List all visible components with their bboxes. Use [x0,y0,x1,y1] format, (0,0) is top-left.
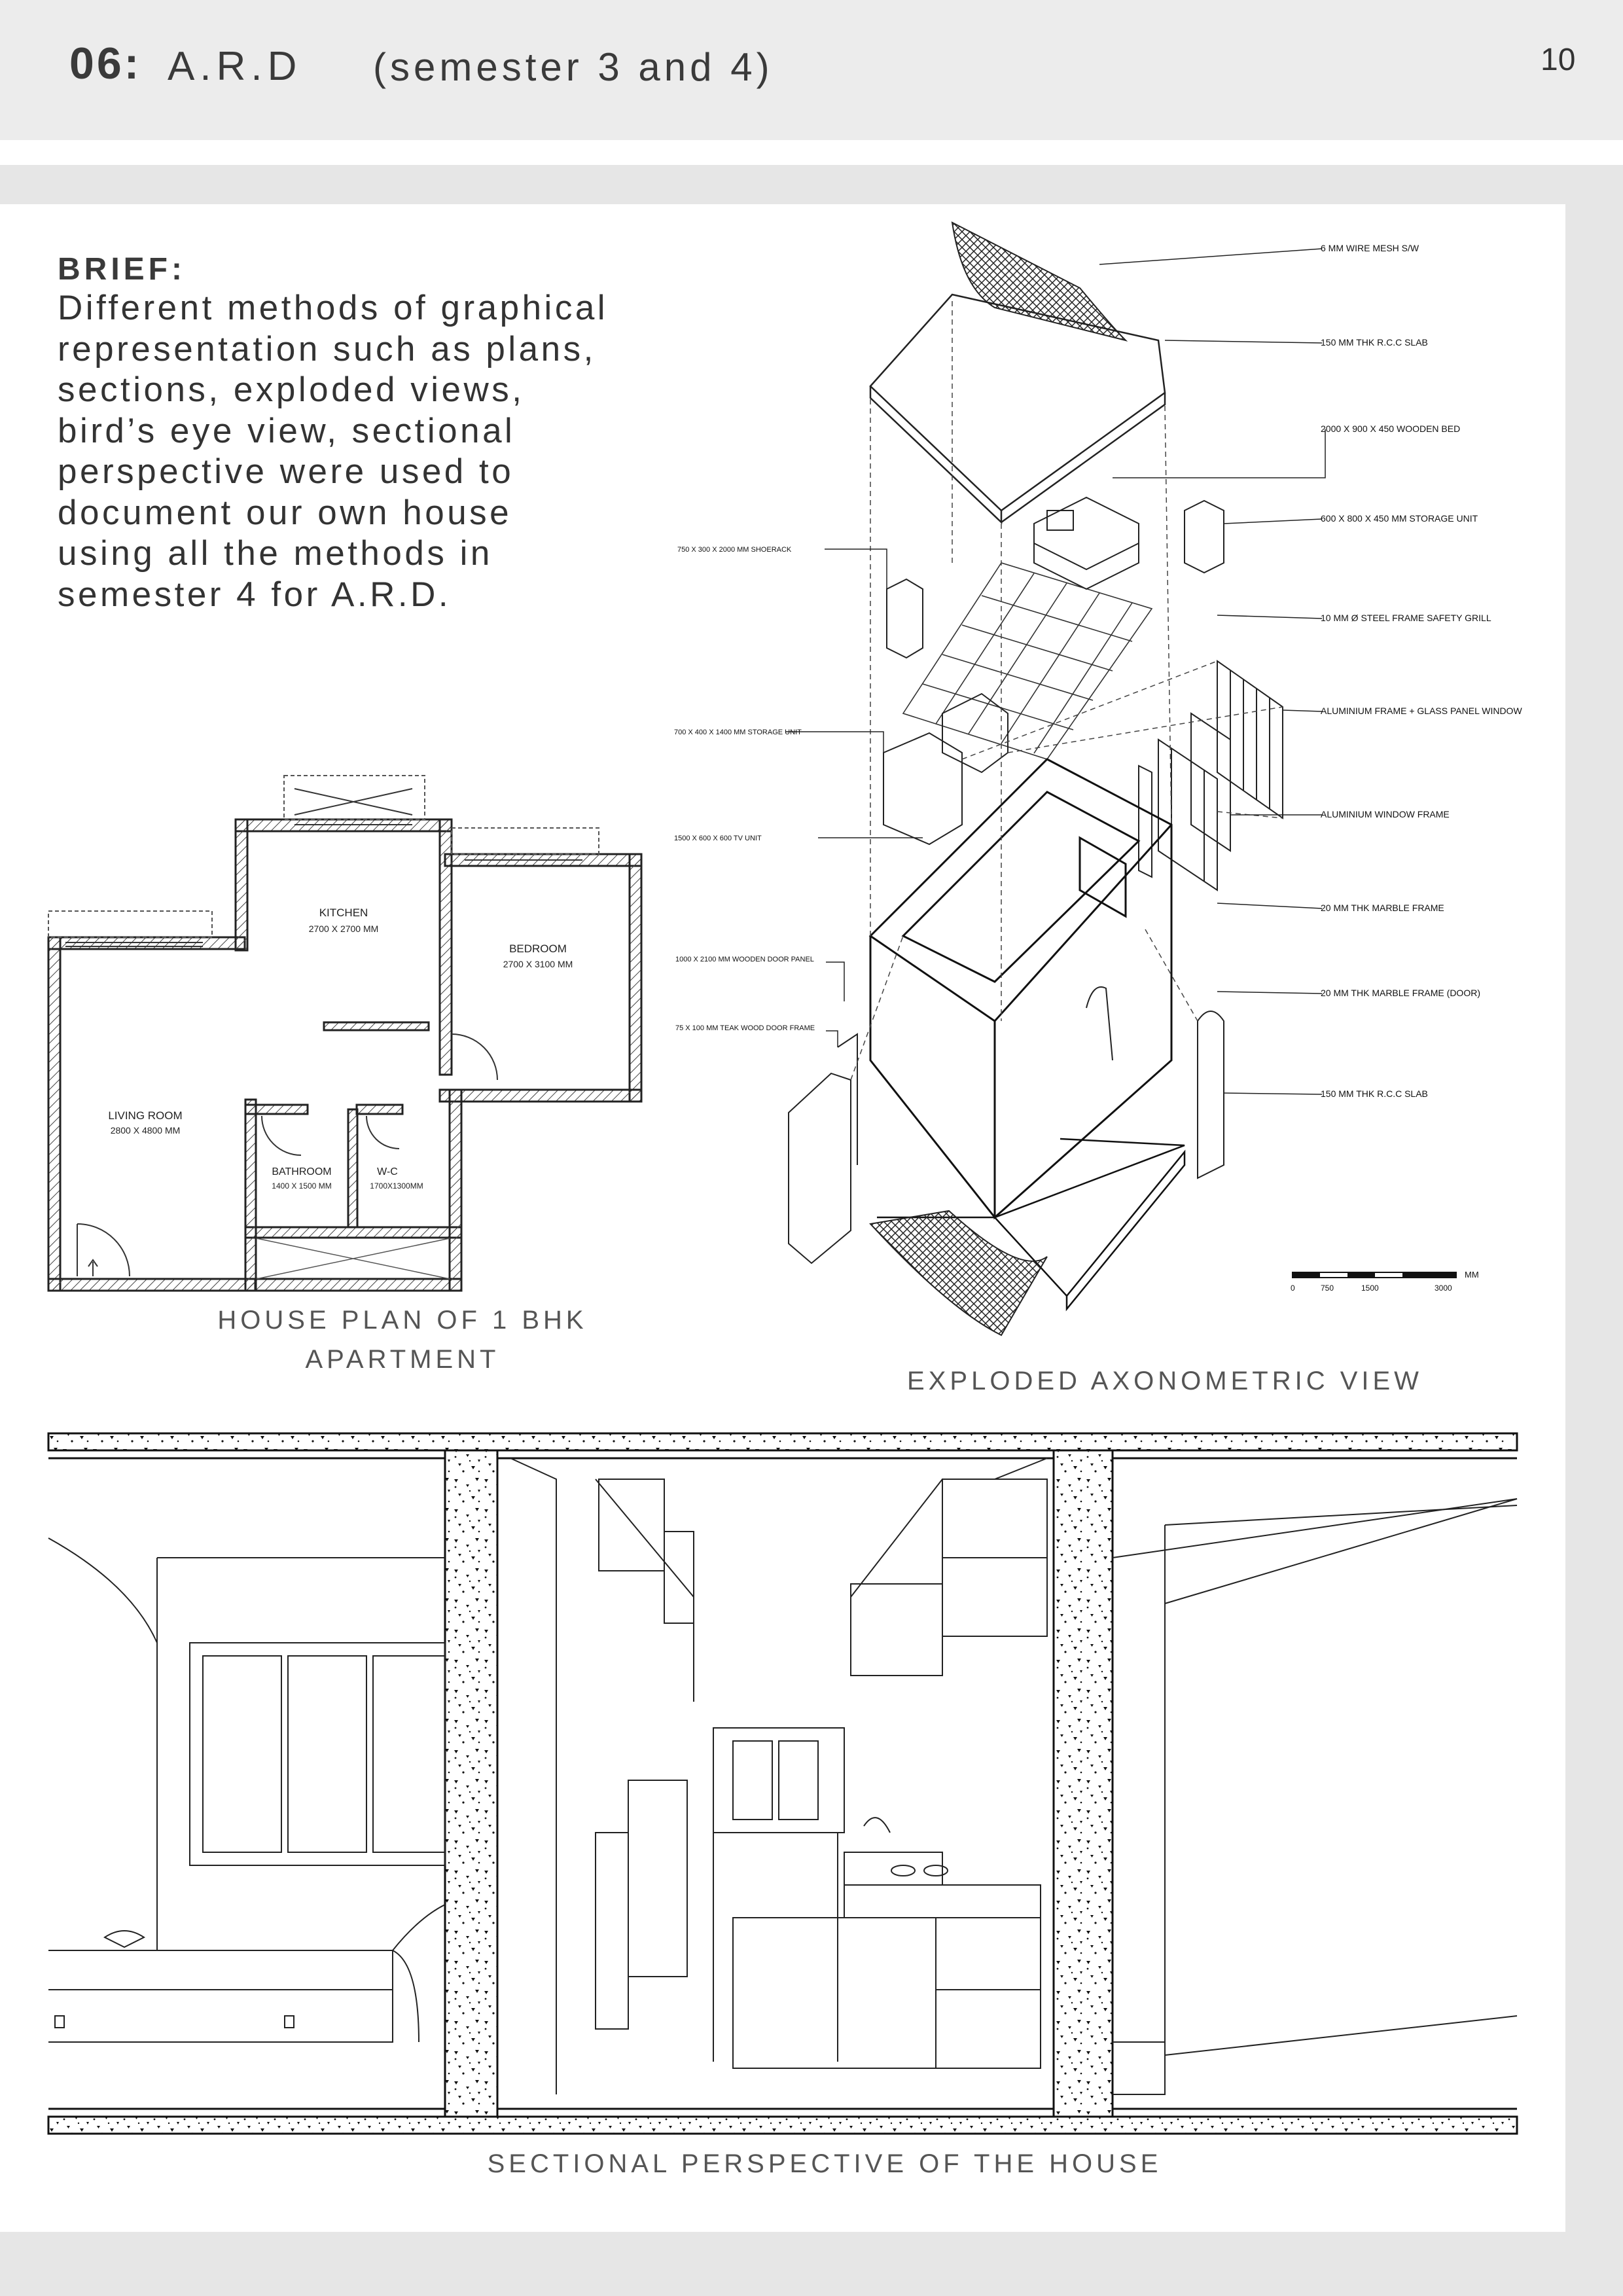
room-size-bedroom: 2700 X 3100 MM [503,959,573,969]
axo-label-door-frame: 75 X 100 MM TEAK WOOD DOOR FRAME [675,1024,815,1032]
room-size-wc: 1700X1300MM [370,1181,423,1191]
room-size-kitchen: 2700 X 2700 MM [308,924,379,934]
axo-label-tv-unit: 1500 X 600 X 600 TV UNIT [674,834,762,842]
scale-tick-750: 750 [1321,1283,1334,1293]
axo-label-4: 600 X 800 X 450 MM STORAGE UNIT [1321,513,1478,524]
room-label-kitchen: KITCHEN [319,906,368,919]
sectional-perspective-drawing [46,1427,1518,2147]
axo-label-9: 20 MM THK MARBLE FRAME (DOOR) [1321,988,1480,998]
axo-label-8: 20 MM THK MARBLE FRAME [1321,903,1444,913]
scale-tick-1500: 1500 [1361,1283,1379,1293]
section-caption: SECTIONAL PERSPECTIVE OF THE HOUSE [487,2149,1162,2178]
axo-label-7: ALUMINIUM WINDOW FRAME [1321,809,1450,819]
room-size-living-room: 2800 X 4800 MM [110,1125,181,1136]
scale-unit: MM [1465,1270,1479,1280]
scale-tick-0: 0 [1291,1283,1295,1293]
axo-label-1: 6 MM WIRE MESH S/W [1321,243,1419,253]
brief-text: Different methods of graphical representation such as plans, sections, exploded views, bird’s eye view, sectional perspective were used to document our own house using all the methods in semester 4 for A.R.D. [58,289,609,614]
axo-label-storage: 700 X 400 X 1400 MM STORAGE UNIT [674,728,802,736]
plan-caption-line1: HOUSE PLAN OF 1 BHK [217,1306,588,1335]
room-label-living-room: LIVING ROOM [108,1109,183,1122]
axo-label-2: 150 MM THK R.C.C SLAB [1321,337,1428,348]
plan-caption-line2: APARTMENT [305,1345,500,1374]
section-number: 06: [69,39,142,88]
house-plan-drawing [39,766,661,1302]
axo-label-door-panel: 1000 X 2100 MM WOODEN DOOR PANEL [675,956,814,963]
page-header [0,0,1623,140]
axo-label-5: 10 MM Ø STEEL FRAME SAFETY GRILL [1321,613,1491,623]
axo-label-shoerack: 750 X 300 X 2000 MM SHOERACK [677,546,792,554]
section-code: A.R.D [168,44,302,89]
axo-label-10: 150 MM THK R.C.C SLAB [1321,1088,1428,1099]
section-semester: (semester 3 and 4) [373,45,774,89]
axonometric-caption: EXPLODED AXONOMETRIC VIEW [907,1367,1423,1395]
scale-bar [1293,1272,1456,1278]
brief-heading: BRIEF: [58,252,186,287]
header-divider [0,140,1623,165]
exploded-axonometric-drawing [661,216,1558,1368]
axo-label-3: 2000 X 900 X 450 WOODEN BED [1321,423,1461,434]
axo-label-6: ALUMINIUM FRAME + GLASS PANEL WINDOW [1321,706,1522,716]
scale-tick-3000: 3000 [1435,1283,1452,1293]
room-label-bedroom: BEDROOM [509,942,567,955]
room-label-bathroom: BATHROOM [272,1166,332,1177]
room-label-wc: W-C [377,1166,398,1177]
page-number: 10 [1541,43,1576,77]
room-size-bathroom: 1400 X 1500 MM [272,1181,332,1191]
